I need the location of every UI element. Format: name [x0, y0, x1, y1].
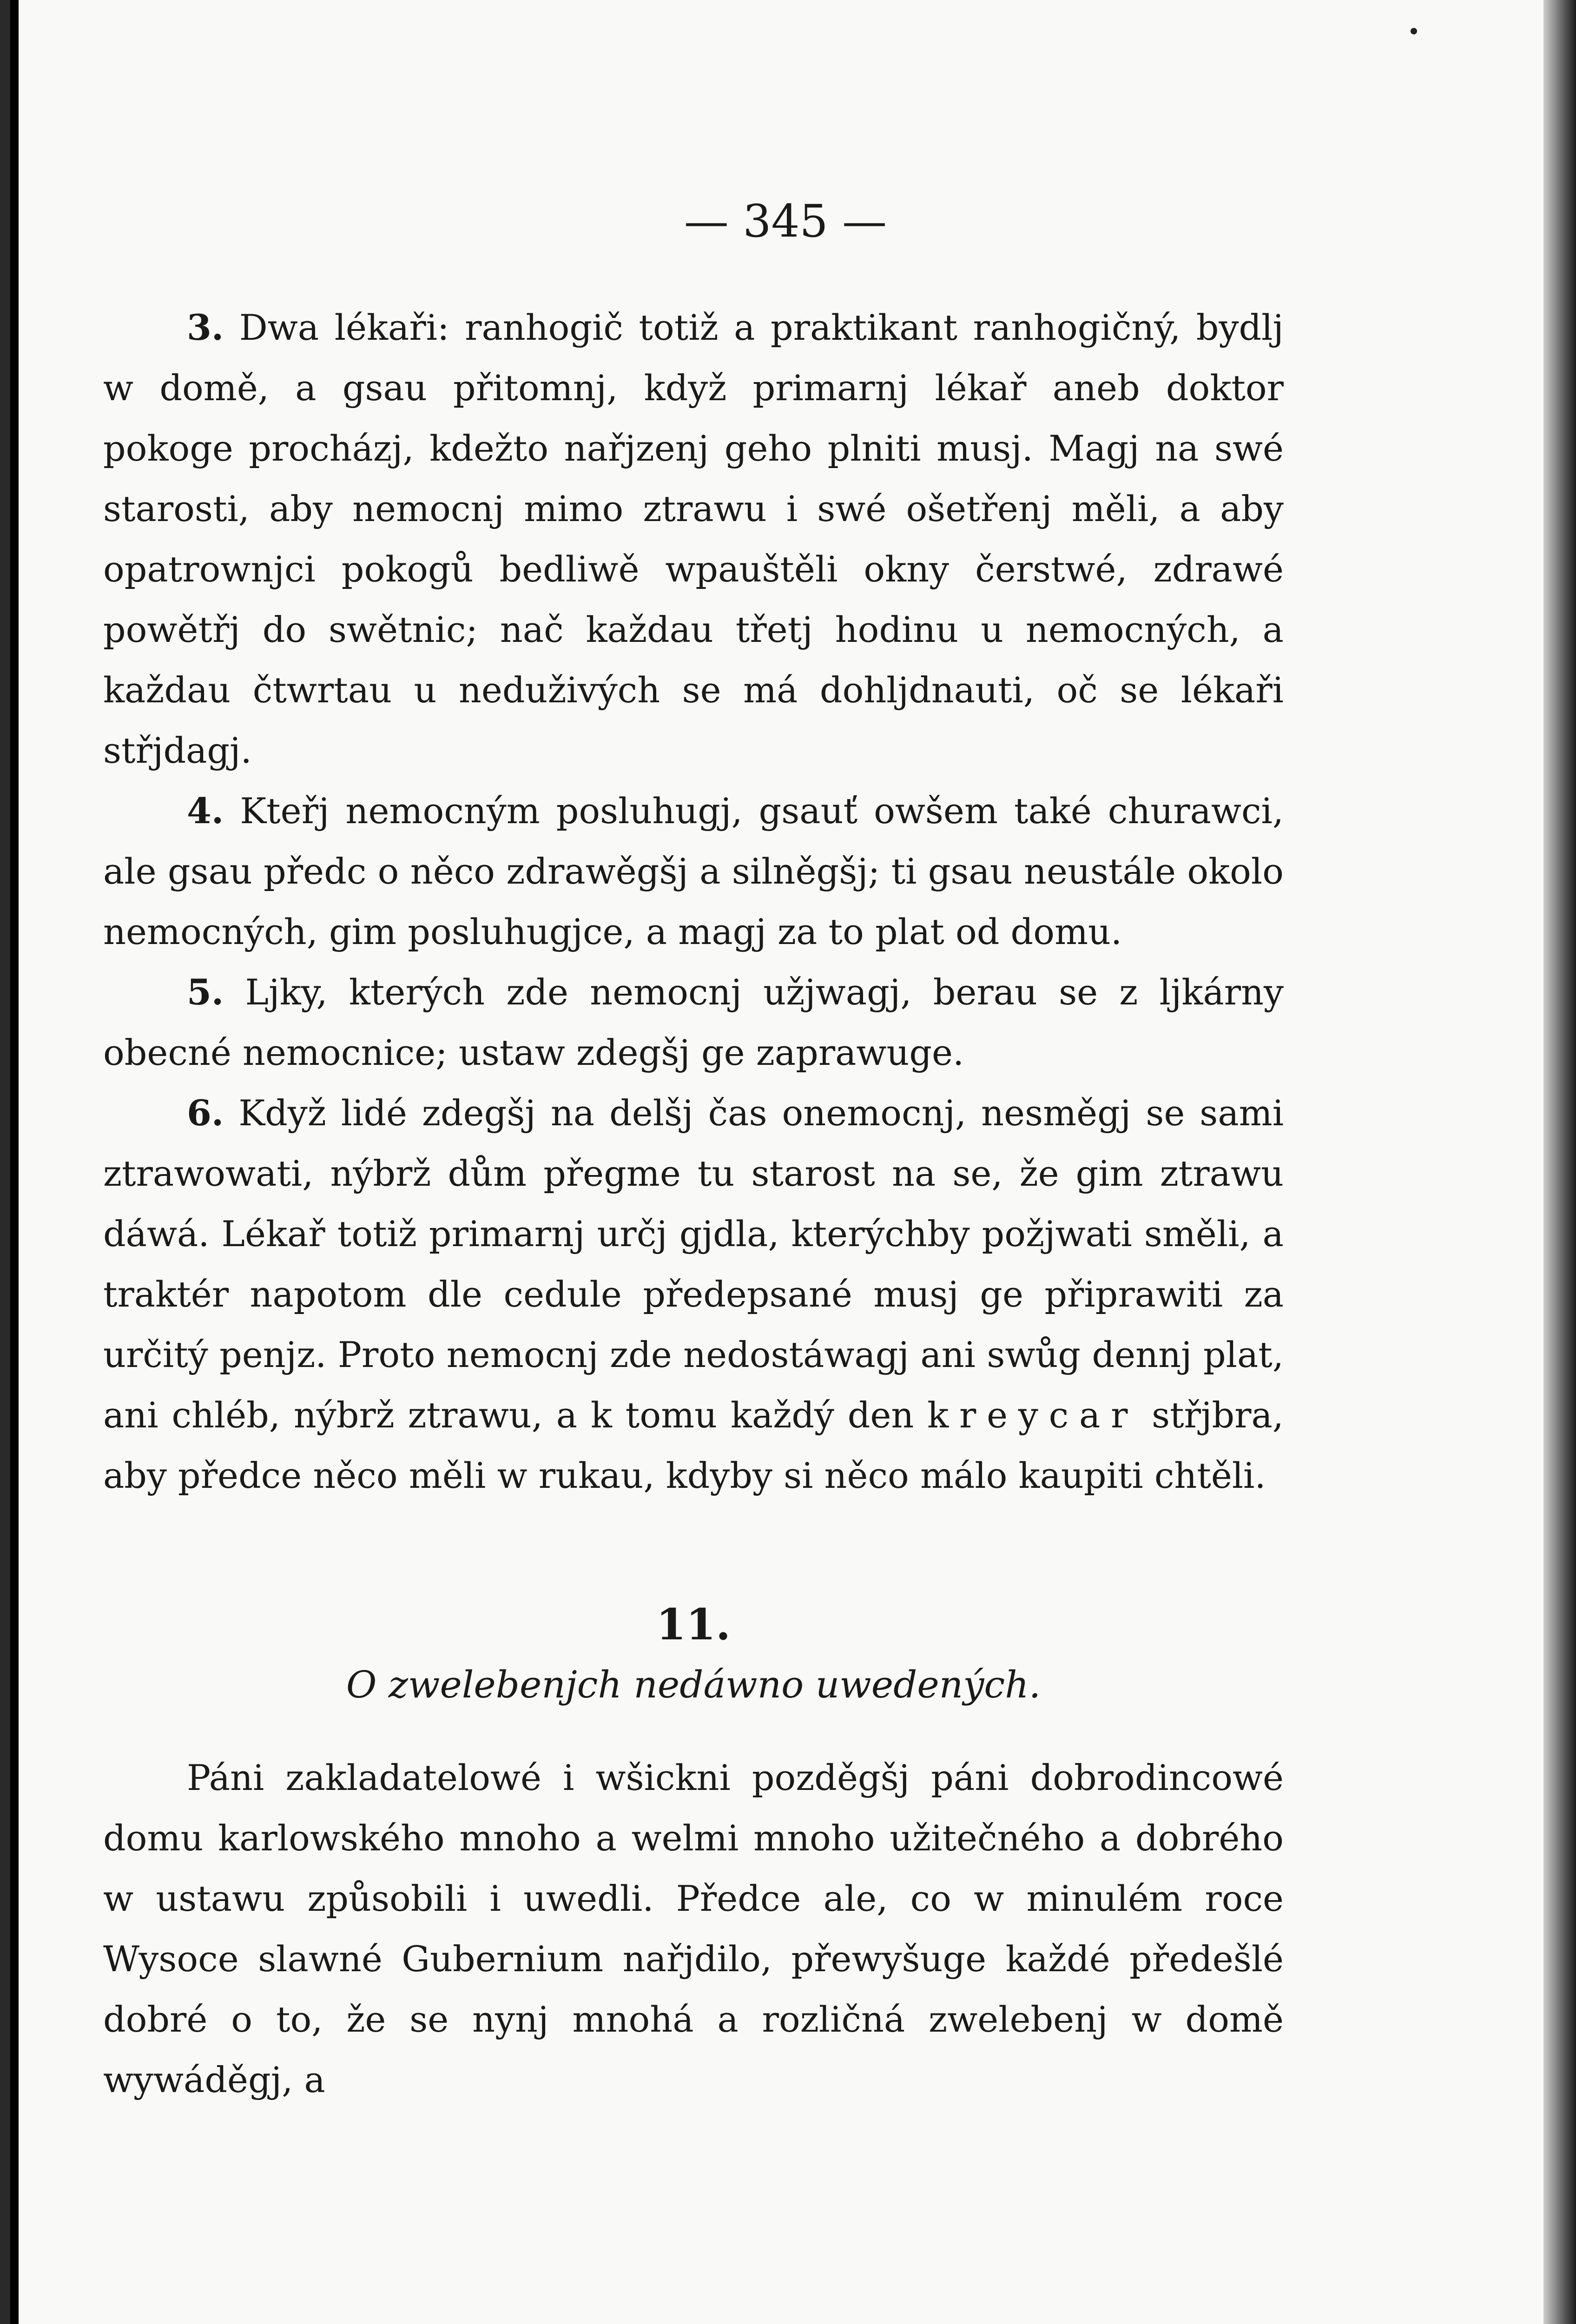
section-number: 11. [656, 1599, 731, 1650]
paragraph-text: Kteřj nemocným posluhugj, gsauť owšem také churawci, ale gsau předc o něco zdrawěgšj a silněgšj; ti gsau neustále okolo nemocných, gim posluhugjce, a magj za to plat od domu. [103, 790, 1284, 952]
page-number: — 345 — [684, 195, 887, 247]
book-page [19, 0, 1552, 2324]
spaced-word: kreycar [927, 1394, 1139, 1436]
paragraph-text: Dwa lékaři: ranhogič totiž a praktikant ranhogičný, bydlj w domě, a gsau přitomnj, když primarnj lékař aneb doktor pokoge procházj, kdežto nařjzenj geho plniti musj. Magj na swé starosti, aby nemocnj mimo ztrawu i swé ošetřenj měli, a aby opatrownjci pokogů bedliwě wpauštěli okny čerstwé, zdrawé powětřj do swětnic; nač každau třetj hodinu u nemocných, a každau čtwrtau u neduživých se má dohljdnauti, oč se lékaři střjdagj. [103, 307, 1284, 771]
paragraph-number: 6. [187, 1092, 224, 1134]
paragraph-6 [103, 1083, 1284, 1506]
paragraph-5 [103, 962, 1284, 1083]
paragraph-number: 3. [187, 307, 224, 348]
paragraph-text: Když lidé zdegšj na delšj čas onemocnj, nesměgj se sami ztrawowati, nýbrž dům přegme tu starost na se, že gim ztrawu dáwá. Lékař totiž primarnj určj gjdla, kterýchby požjwati směli, a traktér napotom dle cedule předepsané musj ge připrawiti za určitý penjz. Proto nemocnj zde nedostáwagj ani swůg dennj plat, ani chléb, nýbrž ztrawu, a k tomu každý den [103, 1092, 1284, 1436]
paragraph-text: Ljky, kterých zde nemocnj užjwagj, berau se z ljkárny obecné nemocnice; ustaw zdegšj ge zaprawuge. [103, 971, 1284, 1073]
paragraph-number: 5. [187, 971, 224, 1013]
section-title: O zwelebenjch nedáwno uwedených. [346, 1663, 1041, 1706]
paragraph-number: 4. [187, 790, 224, 832]
paragraph-3 [103, 297, 1284, 781]
section-paragraph: Páni zakladatelowé i wšickni pozděgšj páni dobrodincowé domu karlowského mnoho a welmi mnoho užitečného a dobrého w ustawu způsobili i uwedli. Předce ale, co w minulém roce Wysoce slawné Gubernium nařjdilo, přewyšuge každé předešlé dobré o to, že se nynj mnohá a rozličná zwelebenj w domě wywáděgj, a [103, 1757, 1284, 2100]
paragraph-text-continued: střjbra, aby předce něco měli w rukau, kdyby si něco málo kaupiti chtěli. [103, 1394, 1284, 1496]
ink-speck [1411, 28, 1417, 34]
body-text [103, 297, 1284, 2110]
page-right-edge [1543, 0, 1576, 2324]
paragraph-4 [103, 781, 1284, 962]
page-left-edge [0, 0, 10, 2324]
